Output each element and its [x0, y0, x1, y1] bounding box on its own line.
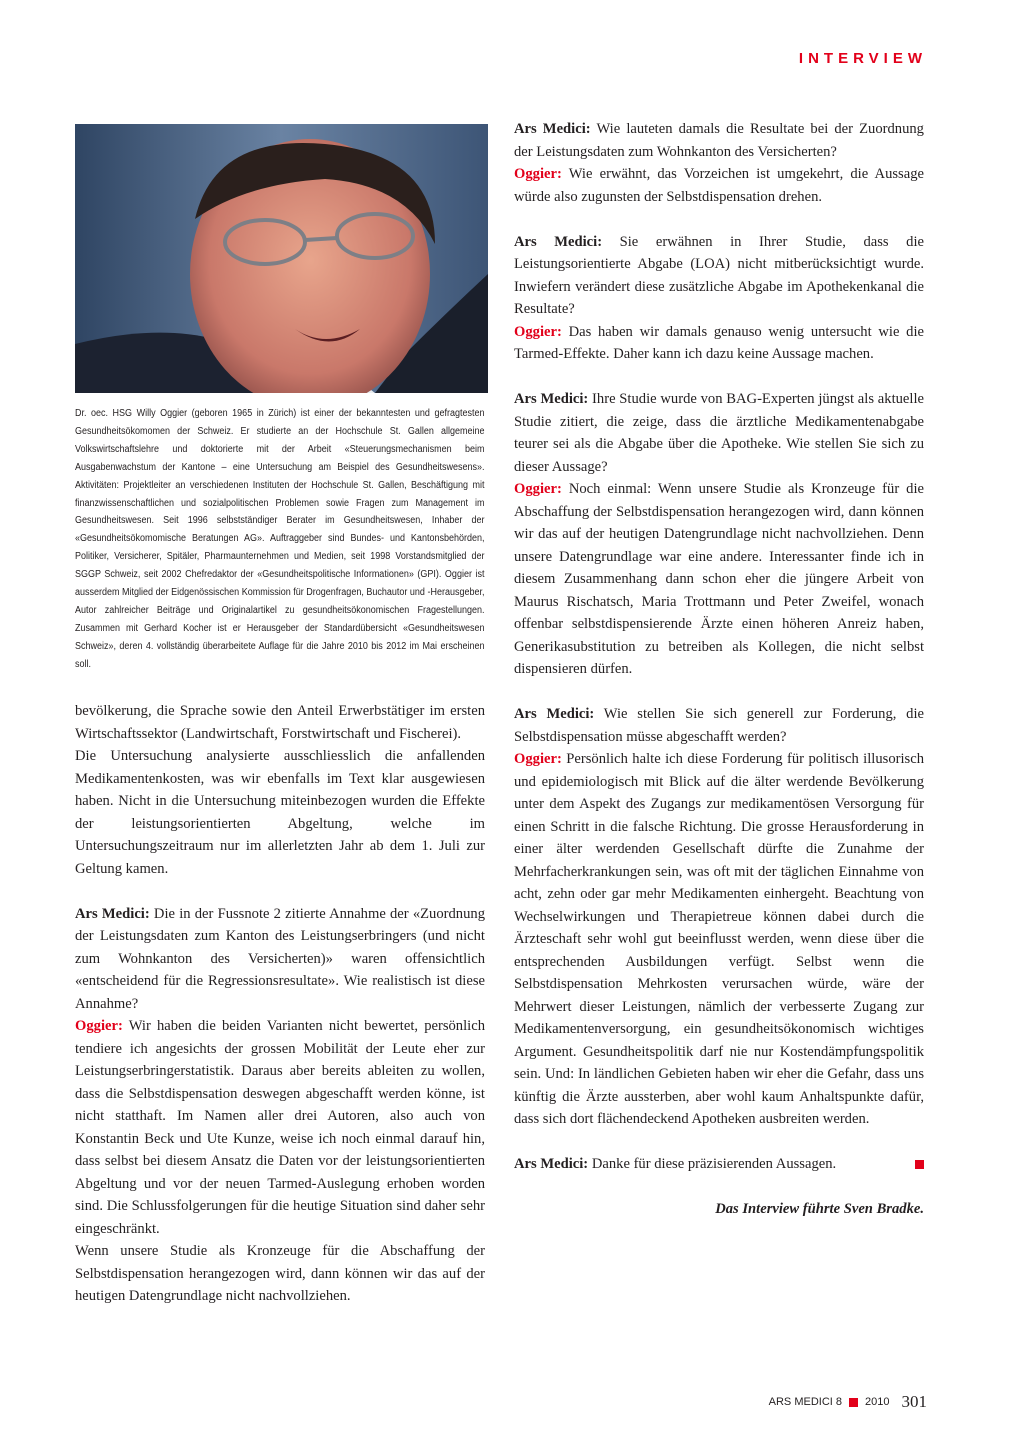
left-column — [75, 700, 485, 1308]
portrait-photo — [75, 124, 488, 393]
answer-text: Persönlich halte ich diese Forderung für politisch illusorisch und epidemiologisch mit Blick auf die älter werdende Bevölkerung unter dem Aspekt des Zugangs zur medikamentösen Versorgung für einen Schritt in die falsche Richtung. Die grosse Herausforderung in einer älter werdenden Gesellschaft dürfte die Zunahme der Mehrfacherkrankungen sein, was oft mit der täglichen Einnahme von acht, zehn oder gar mehr Medikamenten einhergeht. Beachtung von Wechselwirkungen und Therapietreue können dabei durch die Ärzteschaft sehr wohl gut beeinflusst werden, wenn diese über die entsprechenden Ausbildungen verfügt. Selbst wenn die Selbstdispensation Mehrkosten verursachen würde, wäre der Mehrwert dieser Leistungen, nämlich der verbesserte Zugang zur Medikamentenversorgung, ein gesundheitsökonomisch wichtiges Argument. Gesundheitspolitik darf nie nur Kostendämpfungspolitik sein. Und: In ländlichen Gebieten haben wir eher die Gefahr, dass uns künftig die Ärzte aussterben, aber wohl kaum Anhaltspunkte dafür, dass sich dort flächendeckend Apotheken ausbreiten werden. — [514, 751, 924, 1127]
question — [514, 703, 924, 748]
answer-text: Das haben wir damals genauso wenig untersucht wie die Tarmed-Effekte. Daher kann ich dazu keine Aussage machen. — [514, 323, 924, 362]
section-label: INTERVIEW — [798, 50, 927, 67]
interviewer-label: Ars Medici: — [514, 391, 589, 407]
interviewee-label: Oggier: — [514, 323, 562, 340]
question-text: Wie stellen Sie sich generell zur Forderung, die Selbstdispensation müsse abgeschafft werden? — [514, 706, 924, 745]
interviewee-label: Oggier: — [514, 481, 562, 497]
question — [514, 1153, 924, 1176]
interviewer-label: Ars Medici: — [514, 706, 595, 722]
interviewee-label: Oggier: — [514, 751, 562, 767]
answer — [514, 321, 924, 366]
end-mark-icon — [915, 1160, 924, 1169]
interviewer-label: Ars Medici: — [514, 1156, 589, 1172]
interviewer-label: Ars Medici: — [75, 905, 150, 922]
journal-name: ARS MEDICI 8 — [768, 1396, 843, 1408]
question — [514, 388, 924, 478]
paragraph: Die Untersuchung analysierte ausschliesslich die anfallenden Medikamentenkosten, was wir ebenfalls im Text klar ausgewiesen haben. Nicht in die Untersuchung miteinbezogen wurden die Effekte der leistungsorientierten Abgeltung, welche im Untersuchungszeitraum nur im allerletzten Jahr ab dem 1. Juli zur Geltung kamen. — [75, 748, 485, 877]
square-icon — [849, 1398, 858, 1407]
question-text: Die in der Fussnote 2 zitierte Annahme der «Zuordnung der Leistungsdaten zum Kanton des Leistungserbringers (und nicht zum Wohnkanton des Versicherten)» waren offensichtlich «entscheidend für die Regressionsresultate». Wie realistisch ist diese Annahme? — [75, 905, 485, 1012]
answer — [514, 478, 924, 681]
question-text: Danke für diese präzisierenden Aussagen. — [591, 1156, 837, 1172]
question-text: Wie lauteten damals die Resultate bei der Zuordnung der Leistungsdaten zum Wohnkanton des Versicherten? — [514, 121, 924, 160]
interviewee-label: Oggier: — [75, 1018, 123, 1034]
page-footer — [769, 1392, 927, 1412]
question-text: Sie erwähnen in Ihrer Studie, dass die Leistungsorientierte Abgabe (LOA) nicht mitberücksichtigt wurde. Inwiefern verändert diese zusätzliche Abgabe im Apothekenkanal die Resultate? — [514, 233, 924, 317]
answer — [514, 163, 924, 208]
journal-year: 2010 — [865, 1396, 890, 1408]
byline: Das Interview führte Sven Bradke. — [715, 1201, 924, 1217]
right-column — [514, 118, 924, 1221]
page-number: 301 — [901, 1392, 927, 1411]
photo-caption: Dr. oec. HSG Willy Oggier (geboren 1965 in Zürich) ist einer der bekanntesten und gefragtesten Gesundheitsökomomen der Schweiz. Er studierte an der Hochschule St. Gallen allgemeine Volkswirtschaftslehre und doktorierte mit der Arbeit «Steuerungsmechanismen beim Ausgabenwachstum der Kantone – eine Untersuchung am Beispiel des Gesundheitswesens». Aktivitäten: Projektleiter an verschiedenen Instituten der Hochschule St. Gallen, Beschäftigung mit finanzwissenschaftlichen und sozialpolitischen Problemen sowie Fragen zum Management im Gesundheitswesen. Seit 1996 selbstständiger Berater im Gesundheitswesen, Inhaber der «Gesundheitsökomomische Beratungen AG». Auftraggeber sind Bundes- und Kantonsbehörden, Politiker, Versicherer, Spitäler, Pharmaunternehmen und Medien, seit 1998 Vorstandsmitglied der SGGP Schweiz, seit 2002 Chefredaktor der «Gesundheitspolitische Informationen» (GPI). Oggier ist ausserdem Mitglied der Eidgenössischen Kommission für Drogenfragen, Buchautor und -Herausgeber, Autor zahlreicher Beiträge und Originalartikel zu gesundheitsökonomischen Fragestellungen. Zusammen mit Gerhard Kocher ist er Herausgeber der Standardübersicht «Gesundheitswesen Schweiz», deren 4. vollständig überarbeitete Auflage für die Jahre 2010 bis 2012 im Mai erscheinen soll. — [75, 408, 485, 670]
interviewer-label: Ars Medici: — [514, 121, 591, 137]
answer-text: Noch einmal: Wenn unsere Studie als Kronzeuge für die Abschaffung der Selbstdispensation herangezogen wird, dann können wir das auf der heutigen Datengrundlage nicht nachvollziehen. Denn unsere Datengrundlage war eine andere. Interessanter finde ich in diesem Zusammenhang dann schon eher die jüngere Arbeit von Maurus Rischatsch, Maria Trottmann und Peter Zweifel, wonach offenbar selbstdispensierende Ärzte einen höheren Anreiz haben, Generikasubstitution zu betreiben als Kollegen, die nicht selbst dispensieren dürfen. — [514, 481, 925, 677]
interviewee-label: Oggier: — [514, 166, 562, 182]
answer-text: Wir haben die beiden Varianten nicht bewertet, persönlich tendiere ich angesichts der grossen Mobilität der Leute eher zur Leistungserbringerstatistik. Daraus aber bereits ableiten zu wollen, dass die Selbstdispensation deswegen abgeschafft werden könne, ist nicht statthaft. Im Namen aller drei Autoren, also auch von Konstantin Beck und Ute Kunze, weise ich noch einmal darauf hin, dass selbst bei diesem Ansatz die Daten vor der leistungsorientierten Abgeltung und vor der neuen Tarmed-Auslegung erhoben worden sind. Die Schlussfolgerungen für die heutige Situation sind daher sehr eingeschränkt. — [75, 1018, 485, 1237]
question — [75, 903, 485, 1016]
interviewer-label: Ars Medici: — [514, 233, 603, 250]
paragraph: Wenn unsere Studie als Kronzeuge für die Abschaffung der Selbstdispensation herangezogen wird, dann können wir das auf der heutigen Datengrundlage nicht nachvollziehen. — [75, 1243, 485, 1304]
answer-text: Wie erwähnt, das Vorzeichen ist umgekehrt, die Aussage würde also zugunsten der Selbstdispensation drehen. — [514, 166, 924, 205]
question — [514, 118, 924, 163]
answer — [75, 1015, 485, 1240]
question — [514, 231, 924, 321]
paragraph: bevölkerung, die Sprache sowie den Anteil Erwerbstätiger im ersten Wirtschaftssektor (Landwirtschaft, Forstwirtschaft und Fischerei). — [75, 703, 485, 742]
question-text: Ihre Studie wurde von BAG-Experten jüngst als aktuelle Studie zitiert, die zeige, dass die ärztliche Medikamentenabgabe teurer sei als die Abgabe über die Apotheke. Wie stellen Sie sich zu dieser Aussage? — [514, 391, 924, 475]
answer — [514, 748, 924, 1131]
